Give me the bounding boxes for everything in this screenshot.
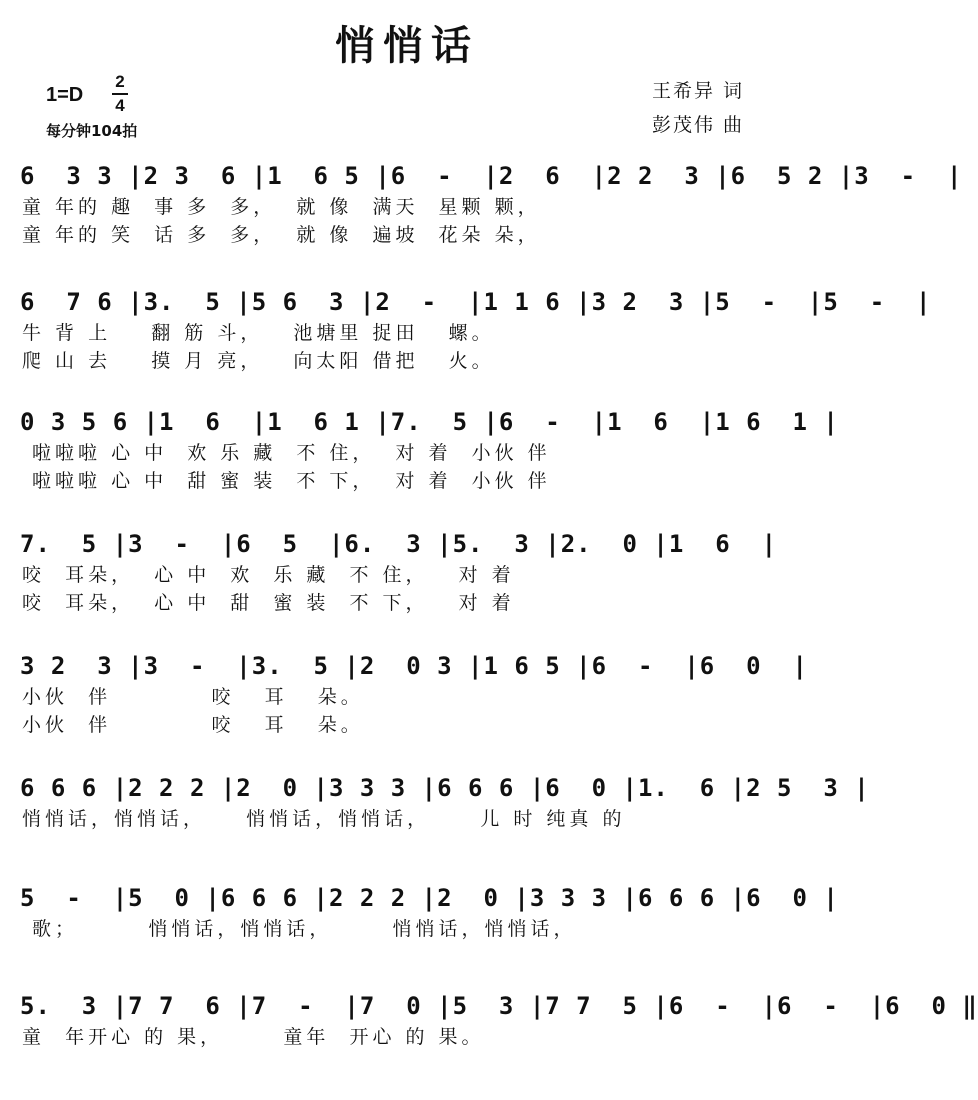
lyrics-verse-2: 小伙 伴 咬 耳 朵。 xyxy=(22,714,364,736)
notation-line: 0 3 5 6 |1 6 |1 6 1 |7. 5 |6 - |1 6 |1 6 1 | xyxy=(20,408,839,436)
staff-system xyxy=(0,762,870,882)
staff-system xyxy=(0,150,963,270)
lyrics-verse-1: 童 年开心 的 果， 童年 开心 的 果。 xyxy=(22,1026,485,1048)
lyrics-verse-1: 悄悄话，悄悄话， 悄悄话，悄悄话， 儿 时 纯真 的 xyxy=(22,808,626,830)
time-signature-top: 2 xyxy=(115,72,125,91)
notation-line: 5 - |5 0 |6 6 6 |2 2 2 |2 0 |3 3 3 |6 6 6 |6 0 | xyxy=(20,884,839,912)
staff-system xyxy=(0,276,932,396)
composer-credit: 彭茂伟 曲 xyxy=(652,114,745,136)
lyrics-verse-1: 小伙 伴 咬 耳 朵。 xyxy=(22,686,364,708)
lyrics-verse-2: 啦啦啦 心 中 甜 蜜 装 不 下， 对 着 小伙 伴 xyxy=(22,470,551,492)
notation-line: 6 3 3 |2 3 6 |1 6 5 |6 - |2 6 |2 2 3 |6 5 2 |3 - | xyxy=(20,162,963,190)
staff-system xyxy=(0,980,978,1100)
staff-system xyxy=(0,396,839,516)
notation-line: 6 6 6 |2 2 2 |2 0 |3 3 3 |6 6 6 |6 0 |1. 6 |2 5 3 | xyxy=(20,774,870,802)
lyrics-verse-1: 歌； 悄悄话，悄悄话， 悄悄话，悄悄话， xyxy=(22,918,577,940)
staff-system xyxy=(0,640,814,760)
lyrics-verse-2: 童 年的 笑 话 多 多， 就 像 遍坡 花朵 朵， xyxy=(22,224,541,246)
notation-line: 3 2 3 |3 - |3. 5 |2 0 3 |1 6 5 |6 - |6 0 | xyxy=(20,652,808,680)
time-signature xyxy=(112,72,128,116)
key-signature: 1=D xyxy=(46,84,84,106)
notation-line: 5. 3 |7 7 6 |7 - |7 0 |5 3 |7 7 5 |6 - |6 - |6 0 ‖ xyxy=(20,992,978,1020)
tempo-marking: 每分钟104拍 xyxy=(46,122,138,140)
time-signature-bottom: 4 xyxy=(115,96,125,115)
lyrics-verse-1: 牛 背 上 翻 筋 斗， 池塘里 捉田 螺。 xyxy=(22,322,495,344)
lyrics-verse-2: 爬 山 去 摸 月 亮， 向太阳 借把 火。 xyxy=(22,350,495,372)
lyrics-verse-1: 咬 耳朵， 心 中 欢 乐 藏 不 住， 对 着 xyxy=(22,564,515,586)
lyrics-verse-1: 啦啦啦 心 中 欢 乐 藏 不 住， 对 着 小伙 伴 xyxy=(22,442,551,464)
staff-system xyxy=(0,518,814,638)
song-title: 悄悄话 xyxy=(335,23,479,69)
notation-line: 7. 5 |3 - |6 5 |6. 3 |5. 3 |2. 0 |1 6 | xyxy=(20,530,778,558)
lyrics-verse-2: 咬 耳朵， 心 中 甜 蜜 装 不 下， 对 着 xyxy=(22,592,515,614)
staff-system xyxy=(0,872,839,992)
lyricist-credit: 王希异 词 xyxy=(652,80,745,102)
notation-line: 6 7 6 |3. 5 |5 6 3 |2 - |1 1 6 |3 2 3 |5 - |5 - | xyxy=(20,288,932,316)
lyrics-verse-1: 童 年的 趣 事 多 多， 就 像 满天 星颗 颗， xyxy=(22,196,541,218)
